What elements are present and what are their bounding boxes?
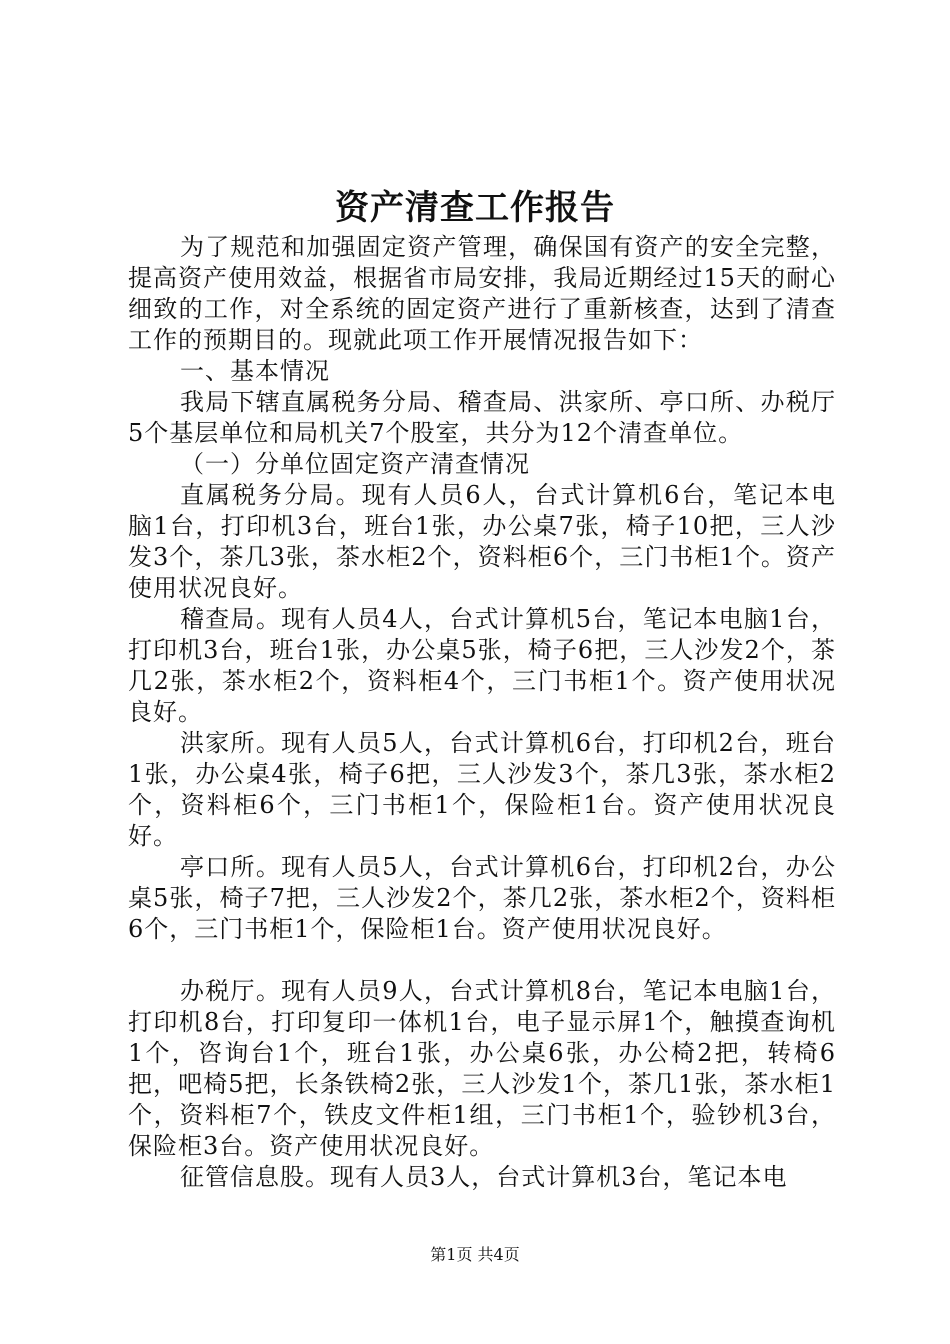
- document-title: 资产清查工作报告: [335, 188, 615, 228]
- subsection-heading-unit-assets: （一）分单位固定资产清查情况: [180, 450, 530, 478]
- page-footer: 第1页 共4页: [430, 1245, 520, 1264]
- paragraph-units-overview: 我局下辖直属税务分局、稽查局、洪家所、亭口所、办税厅5个基层单位和局机关7个股室，共分为12个清查单位。: [128, 388, 836, 447]
- document-body: [128, 232, 836, 1193]
- paragraph-intro: 为了规范和加强固定资产管理，确保国有资产的安全完整，提高资产使用效益，根据省市局安排，我局近期经过15天的耐心细致的工作，对全系统的固定资产进行了重新核查，达到了清查工作的预期目的。现就此项工作开展情况报告如下：: [128, 233, 836, 354]
- paragraph-inspection-bureau: 稽查局。现有人员4人，台式计算机5台，笔记本电脑1台，打印机3台，班台1张，办公桌5张，椅子6把，三人沙发2个，茶几2张，茶水柜2个，资料柜4个，三门书柜1个。资产使用状况良好。: [128, 605, 836, 726]
- paragraph-tingkou-office: 亭口所。现有人员5人，台式计算机6台，打印机2台，办公桌5张，椅子7把，三人沙发2个，茶几2张，茶水柜2个，资料柜6个，三门书柜1个，保险柜1台。资产使用状况良好。: [128, 853, 836, 943]
- paragraph-hongjia-office: 洪家所。现有人员5人，台式计算机6台，打印机2台，班台1张，办公桌4张，椅子6把，三人沙发3个，茶几3张，茶水柜2个，资料柜6个，三门书柜1个，保险柜1台。资产使用状况良好。: [128, 729, 836, 850]
- paragraph-collection-info-section: 征管信息股。现有人员3人，台式计算机3台，笔记本电: [180, 1163, 788, 1191]
- paragraph-direct-branch: 直属税务分局。现有人员6人，台式计算机6台，笔记本电脑1台，打印机3台，班台1张，办公桌7张，椅子10把，三人沙发3个，茶几3张，茶水柜2个，资料柜6个，三门书柜1个。资产使用状况良好。: [128, 481, 836, 602]
- section-heading-basic-situation: 一、基本情况: [180, 357, 330, 385]
- paragraph-tax-hall: 办税厅。现有人员9人，台式计算机8台，笔记本电脑1台，打印机8台，打印复印一体机1台，电子显示屏1个，触摸查询机1个，咨询台1个，班台1张，办公桌6张，办公椅2把，转椅6把，吧椅5把，长条铁椅2张，三人沙发1个，茶几1张，茶水柜1个，资料柜7个，铁皮文件柜1组，三门书柜1个，验钞机3台，保险柜3台。资产使用状况良好。: [128, 977, 836, 1160]
